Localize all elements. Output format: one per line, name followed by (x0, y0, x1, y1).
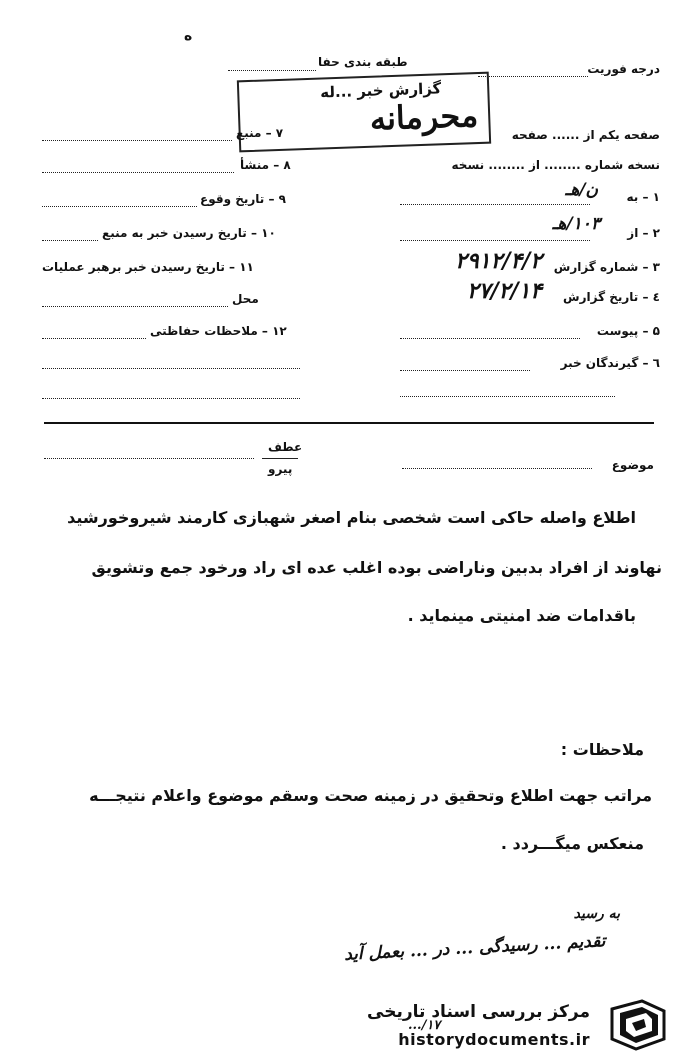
field-location-label: محل (232, 292, 259, 306)
field-origin-dots (42, 172, 234, 173)
field-source-received-dots (42, 240, 98, 241)
ref-bottom-label: پیرو (268, 462, 293, 476)
subject-label: موضوع (611, 458, 654, 472)
field-security-notes-label: ۱۲ – ملاحظات حفاظتی (150, 324, 287, 338)
section-divider (44, 422, 654, 424)
field-attachment-label: ۵ – پیوست (596, 324, 660, 338)
field-leader-received-label: ۱۱ – تاریخ رسیدن خبر برهبر عملیات (42, 260, 254, 274)
field-page-count: صفحه یکم از ...... صفحه (511, 128, 660, 142)
ref-divider (262, 458, 298, 459)
archive-center-name: مرکز بررسی اسناد تاریخی (367, 1002, 590, 1022)
priority-label: درجه فوریت (587, 62, 660, 76)
field-attachment-dots (400, 338, 580, 339)
classification-label: طبقه بندی حفا (318, 55, 408, 69)
field-from-dots (400, 240, 590, 241)
ref-dots (44, 458, 254, 459)
field-origin-label: ۸ – منشأ (240, 158, 291, 172)
field-location-dots (42, 306, 228, 307)
body-line-3: باقدامات ضد امنیتی مینماید . (407, 606, 636, 625)
field-to-label: ۱ – به (626, 190, 660, 204)
remarks-label: ملاحظات : (560, 740, 644, 759)
field-event-date-dots (42, 206, 197, 207)
remarks-line-1: مراتب جهت اطلاع وتحقیق در زمینه صحت وسقم موضوع واعلام نتیجـــه (89, 786, 652, 805)
corner-mark: ه (184, 28, 193, 44)
stamp-title: گزارش خبر ...له (319, 79, 442, 102)
archive-website-link[interactable]: historydocuments.ir (398, 1030, 590, 1049)
stamp-word: محرمانه (369, 96, 479, 138)
field-source-label: ۷ – منبع (236, 126, 284, 140)
ref-top-label: عطف (268, 440, 303, 454)
subject-dots (402, 468, 592, 469)
field-report-date-value: ۲۷/۲/۱۴ (466, 278, 542, 304)
field-to-value: ن/هـ (565, 180, 598, 200)
confidential-stamp (237, 72, 491, 153)
field-security-notes-dots (42, 338, 146, 339)
field-report-number-value: ۲۹۱۲/۴/۲ (455, 248, 542, 274)
field-recipients-dots-2 (400, 396, 615, 397)
classification-dots (228, 70, 316, 71)
field-source-dots (42, 140, 232, 141)
field-report-date-label: ٤ – تاریخ گزارش (563, 290, 660, 304)
field-notes-dots-2 (42, 368, 300, 369)
field-event-date-label: ۹ – تاریخ وقوع (200, 192, 286, 206)
priority-dots (478, 76, 588, 77)
field-to-dots (400, 204, 590, 205)
body-line-1: اطلاع واصله حاکی است شخصی بنام اصغر شهبازی کارمند شیروخورشید (67, 508, 636, 527)
field-copy-number: نسخه شماره ........ از ........ نسخه (451, 158, 660, 172)
field-recipients-label: ٦ – گیرندگان خبر (560, 356, 660, 370)
field-report-number-label: ۳ – شماره گزارش (553, 260, 660, 274)
handwritten-line-1: به رسید (573, 906, 620, 922)
field-source-received-label: ۱۰ – تاریخ رسیدن خبر به منبع (102, 226, 276, 240)
remarks-line-2: منعکس میگـــردد . (500, 834, 644, 853)
field-from-value: ۱۰۳/هـ (552, 214, 600, 234)
field-recipients-dots (400, 370, 530, 371)
handwritten-line-2: تقدیم ... رسیدگی ... در ... بعمل آید (344, 931, 607, 965)
field-notes-dots-3 (42, 398, 300, 399)
body-line-2: نهاوند از افراد بدبین وناراضی بوده اغلب عده ای راد ورخود جمع وتشویق (91, 558, 662, 577)
field-from-label: ۲ – از (627, 226, 660, 240)
handwritten-line-3: ۱۷/... (408, 1018, 441, 1033)
archive-logo-icon (606, 995, 670, 1055)
